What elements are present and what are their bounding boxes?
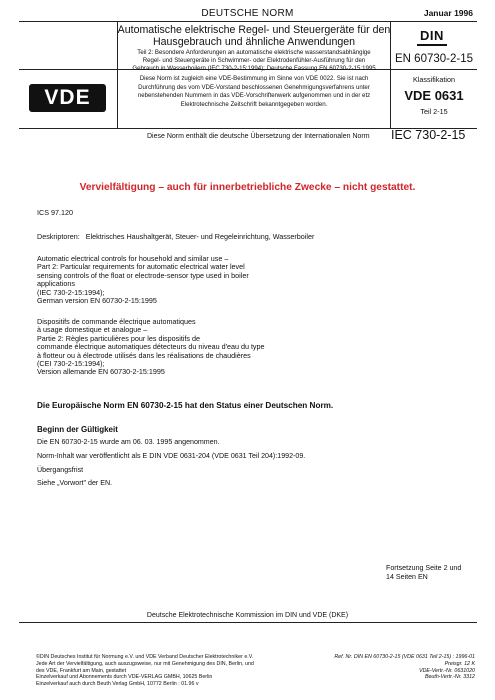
iec-statement: Diese Norm enthält die deutsche Übersetzung der Internationalen Norm <box>147 133 370 140</box>
subtitle-line: Regel- und Steuergeräte in Schwimmer- oder Elektrodenfühler-Ausführung für den <box>142 57 366 65</box>
validity-line-1: Die EN 60730-2-15 wurde am 06. 03. 1995 angenommen. <box>37 438 220 446</box>
vde-logo <box>29 84 106 112</box>
title-line-2: Hausgebrauch und ähnliche Anwendungen <box>152 36 356 48</box>
vde-part: Teil 2-15 <box>420 107 448 116</box>
continuation-line-1: Fortsetzung Seite 2 und <box>386 564 462 572</box>
english-title-block <box>37 255 317 305</box>
commission-name: Deutsche Elektrotechnische Kommission im DIN und VDE (DKE) <box>146 612 349 619</box>
vde-note-line: Durchführung des vom VDE-Vorstand beschlossenen Genehmigungsverfahrens unter <box>138 83 370 91</box>
english-title-line: sensing controls of the float or electrode-sensor type used in boiler <box>37 270 249 280</box>
vde-logo-text: VDE <box>44 86 91 109</box>
vde-note-line: Elektrotechnische Zeitschrift bekanntgegeben worden. <box>180 100 328 108</box>
french-title-line: à flotteur ou à électrode utilisés dans les réalisations de chaudières <box>37 350 251 360</box>
subtitle-line: Teil 2: Besondere Anforderungen an automatische elektrische wasserstandsabhängige <box>137 49 371 56</box>
classification-label: Klassifikation <box>413 75 455 84</box>
french-title-block <box>37 318 337 377</box>
norm-type-header: DEUTSCHE NORM <box>201 8 294 19</box>
reference-line: Preisgr. 12 K <box>444 660 475 667</box>
validity-heading: Beginn der Gültigkeit <box>37 425 118 434</box>
continuation-line-2: 14 Seiten EN <box>386 573 428 581</box>
french-title-line: Dispositifs de commande électrique automatiques <box>37 317 196 326</box>
french-title-line: à usage domestique et analogue – <box>37 325 148 335</box>
publication-date: Januar 1996 <box>423 8 473 18</box>
reference-line: Ref. Nr. DIN EN 60730-2-15 (VDE 0631 Teil 2-15) : 1996-01 <box>334 654 475 660</box>
reference-footer <box>334 654 475 681</box>
continuation-note <box>386 564 461 582</box>
english-title-line: Automatic electrical controls for household and similar use – <box>37 254 229 263</box>
vde-note-line: nebenstehenden Nummern in das VDE-Vorschriftenwerk aufgenommen und in der etz <box>137 92 371 100</box>
english-title-line: (IEC 730-2-15:1994); <box>37 287 105 297</box>
copyright-footer <box>36 654 336 688</box>
reference-line: VDE-Vertr.-Nr. 0631020 <box>419 667 475 674</box>
iec-number: IEC 730-2-15 <box>391 128 466 142</box>
footer-line: ©DIN Deutsches Institut für Normung e.V. und VDE Verband Deutscher Elektrotechniker e.V. <box>36 654 254 660</box>
footer-line: Einzelverkauf auch durch Beuth Verlag GmbH, 10772 Berlin : 01.96 v <box>36 681 199 688</box>
reference-line: Beuth-Vertr.-Nr. 3312 <box>424 674 475 681</box>
vde-note-line: Diese Norm ist zugleich eine VDE-Bestimmung im Sinne von VDE 0022. Sie ist nach <box>139 75 369 82</box>
french-title-line: Partie 2: Règles particulières pour les dispositifs de <box>37 333 200 343</box>
french-title-line: (CEI 730-2-15:1994); <box>37 359 105 369</box>
footer-line: Jede Art der Vervielfältigung, auch auszugsweise, nur mit Genehmigung des DIN, Berlin, und <box>36 660 254 667</box>
french-title-line: commande électrique automatiques détecteurs du niveau d'eau du type <box>37 342 265 352</box>
transition-heading: Übergangsfrist <box>37 466 84 474</box>
vde-note <box>120 75 388 109</box>
validity-line-2: Norm-Inhalt war veröffentlicht als E DIN VDE 0631-204 (VDE 0631 Teil 204):1992-09. <box>37 452 306 460</box>
transition-text: Siehe „Vorwort" der EN. <box>37 479 113 487</box>
ics-code: ICS 97.120 <box>37 208 73 217</box>
english-title-line: Part 2: Particular requirements for automatic electrical water level <box>37 262 245 272</box>
english-title-line: German version EN 60730-2-15:1995 <box>37 296 157 306</box>
din-standard-number: EN 60730-2-15 <box>395 53 473 65</box>
subtitle-line: Gebrauch in Wasserboilern (IEC 730-2-15:1994); Deutsche Fassung EN 60730-2-15:1995 <box>132 65 376 73</box>
document-title <box>117 24 391 48</box>
footer-rule <box>19 622 477 623</box>
descriptors: Deskriptoren: Elektrisches Haushaltgerät, Steuer- und Regeleinrichtung, Wasserboiler <box>37 232 315 241</box>
french-title-line: Version allemande EN 60730-2-15:1995 <box>37 367 165 377</box>
copy-warning: Vervielfältigung – auch für innerbetriebliche Zwecke – nicht gestattet. <box>79 182 416 193</box>
status-statement: Die Europäische Norm EN 60730-2-15 hat den Status einer Deutschen Norm. <box>37 401 334 410</box>
footer-line: des VDE, Frankfurt am Main, gestattet <box>36 667 127 674</box>
footer-line: Einzelverkauf und Abonnements durch VDE-VERLAG GMBH, 10625 Berlin <box>36 674 213 681</box>
din-logo: DIN <box>417 28 447 44</box>
document-subtitle <box>119 49 389 74</box>
english-title-line: applications <box>37 279 75 289</box>
title-line-1: Automatische elektrische Regel- und Steuergeräte für den <box>117 24 391 36</box>
vde-classification-number: VDE 0631 <box>404 88 464 103</box>
